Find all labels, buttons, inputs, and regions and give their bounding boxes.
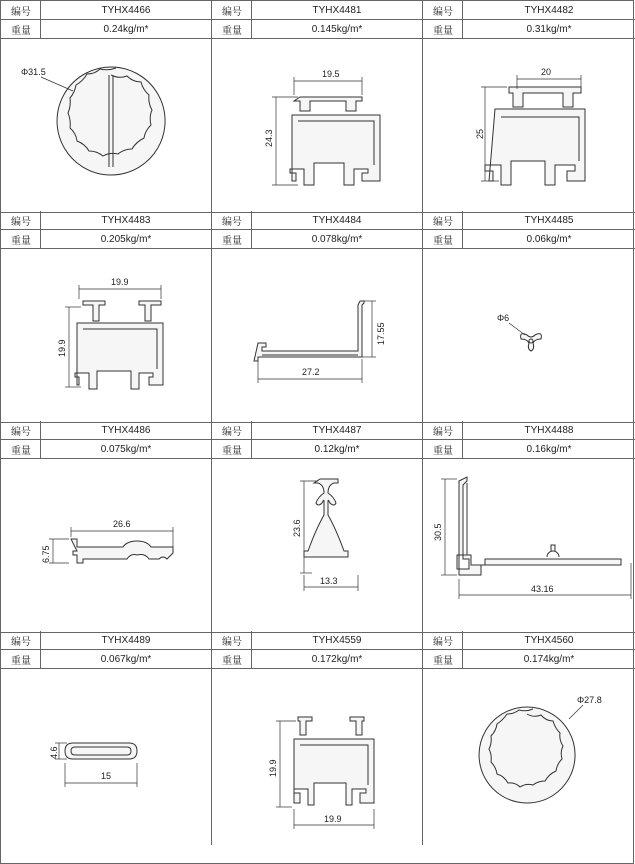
- l-track-profile-drawing: [423, 459, 635, 632]
- profile-outline: [457, 477, 621, 575]
- profile-drawing: [423, 39, 635, 213]
- code-label: 编号: [423, 1, 463, 19]
- angle-profile-drawing: [212, 249, 423, 422]
- weight-label: 重量: [1, 440, 41, 458]
- code-row: [1, 631, 211, 650]
- profile-drawing: [1, 669, 211, 845]
- weight-value: 0.145kg/m*: [311, 23, 363, 35]
- code-label: 编号: [212, 211, 252, 229]
- dim-width: 43.16: [531, 584, 554, 594]
- code-value: TYHX4481: [312, 4, 362, 16]
- code-label: 编号: [212, 1, 252, 19]
- profile-card-TYHX4489: [1, 631, 212, 845]
- code-value: TYHX4486: [101, 424, 151, 436]
- weight-value: 0.174kg/m*: [523, 653, 575, 665]
- profile-outline: [479, 707, 575, 803]
- weight-label: 重量: [212, 230, 252, 248]
- code-label: 编号: [423, 421, 463, 439]
- weight-label: 重量: [423, 650, 463, 668]
- dim-height: 4.6: [49, 746, 59, 759]
- weight-row: [423, 20, 635, 39]
- profile-outline: [75, 301, 163, 389]
- weight-row: [212, 20, 422, 39]
- weight-row: [1, 20, 211, 39]
- profile-outline: [304, 479, 348, 557]
- dim-diameter: Φ27.8: [577, 695, 602, 705]
- code-value: TYHX4488: [524, 424, 574, 436]
- weight-value: 0.06kg/m*: [526, 233, 572, 245]
- weight-value: 0.067kg/m*: [100, 653, 152, 665]
- profile-card-TYHX4483: [1, 211, 212, 423]
- round-tube-drawing: [1, 39, 212, 212]
- profile-drawing: [1, 249, 211, 423]
- profile-drawing: [423, 249, 635, 423]
- profile-outline: [294, 717, 374, 805]
- profile-card-TYHX4487: [212, 421, 423, 633]
- code-row: [212, 421, 422, 440]
- weight-label: 重量: [212, 650, 252, 668]
- code-value: TYHX4466: [101, 4, 151, 16]
- profile-drawing: [1, 39, 211, 213]
- weight-row: [1, 230, 211, 249]
- weight-row: [423, 650, 635, 669]
- profile-outline: [57, 67, 165, 175]
- weight-label: 重量: [423, 20, 463, 38]
- dim-diameter: Φ31.5: [21, 67, 46, 77]
- code-value: TYHX4484: [312, 214, 362, 226]
- code-value: TYHX4560: [524, 634, 574, 646]
- profile-card-TYHX4481: [212, 1, 423, 213]
- profile-outline: [485, 87, 585, 185]
- code-label: 编号: [212, 631, 252, 649]
- code-value: TYHX4559: [312, 634, 362, 646]
- code-row: [1, 421, 211, 440]
- weight-value: 0.16kg/m*: [526, 443, 572, 455]
- code-label: 编号: [1, 1, 41, 19]
- profile-drawing: [423, 459, 635, 633]
- profile-outline: [254, 301, 364, 361]
- oval-tube-drawing: [1, 669, 212, 845]
- code-row: [1, 211, 211, 230]
- weight-label: 重量: [212, 20, 252, 38]
- code-row: [212, 211, 422, 230]
- dim-width: 15: [101, 771, 112, 781]
- channel-profile-drawing: [1, 249, 212, 422]
- profile-outline: [71, 539, 173, 563]
- weight-row: [212, 440, 422, 459]
- weight-value: 0.075kg/m*: [100, 443, 152, 455]
- y-profile-drawing: [212, 459, 423, 632]
- dim-width: 19.9: [111, 277, 129, 287]
- dim-width: 19.9: [324, 814, 342, 824]
- channel-profile-drawing: [212, 669, 423, 845]
- dim-width: 13.3: [320, 576, 338, 586]
- dim-width: 26.6: [113, 519, 131, 529]
- dim-height: 19.9: [57, 339, 67, 357]
- code-value: TYHX4489: [101, 634, 151, 646]
- flat-profile-drawing: [1, 459, 212, 632]
- weight-row: [423, 230, 635, 249]
- dim-height: 6.75: [41, 545, 51, 563]
- code-label: 编号: [423, 211, 463, 229]
- weight-label: 重量: [423, 230, 463, 248]
- weight-value: 0.205kg/m*: [100, 233, 152, 245]
- profile-card-TYHX4482: [423, 1, 635, 213]
- weight-label: 重量: [1, 230, 41, 248]
- code-row: [1, 1, 211, 20]
- small-trefoil-drawing: [423, 249, 635, 422]
- code-value: TYHX4482: [524, 4, 574, 16]
- weight-value: 0.078kg/m*: [311, 233, 363, 245]
- dim-height: 25: [475, 128, 485, 139]
- profile-card-TYHX4559: [212, 631, 423, 845]
- dim-diameter: Φ6: [497, 313, 510, 323]
- dim-height: 23.6: [292, 519, 302, 537]
- dim-width: 19.5: [322, 69, 340, 79]
- code-label: 编号: [1, 211, 41, 229]
- dim-width: 27.2: [302, 367, 320, 377]
- weight-row: [212, 650, 422, 669]
- profile-card-TYHX4486: [1, 421, 212, 633]
- code-value: TYHX4487: [312, 424, 362, 436]
- code-row: [212, 1, 422, 20]
- weight-label: 重量: [1, 650, 41, 668]
- profile-drawing: [423, 669, 635, 845]
- profile-drawing: [212, 39, 422, 213]
- code-label: 编号: [1, 631, 41, 649]
- code-value: TYHX4483: [101, 214, 151, 226]
- code-value: TYHX4485: [524, 214, 574, 226]
- profile-outline: [521, 334, 542, 351]
- channel-profile-drawing: [423, 39, 635, 212]
- dim-height: 19.9: [268, 759, 278, 777]
- weight-row: [423, 440, 635, 459]
- channel-profile-drawing: [212, 39, 423, 212]
- weight-value: 0.172kg/m*: [311, 653, 363, 665]
- code-label: 编号: [423, 631, 463, 649]
- profile-outline: [290, 97, 380, 185]
- code-label: 编号: [1, 421, 41, 439]
- profile-card-TYHX4488: [423, 421, 635, 633]
- weight-row: [1, 440, 211, 459]
- code-row: [423, 211, 635, 230]
- code-row: [423, 1, 635, 20]
- dim-height: 30.5: [433, 523, 443, 541]
- weight-row: [1, 650, 211, 669]
- weight-label: 重量: [423, 440, 463, 458]
- weight-row: [212, 230, 422, 249]
- weight-label: 重量: [212, 440, 252, 458]
- weight-value: 0.31kg/m*: [526, 23, 572, 35]
- dim-height: 17.55: [376, 322, 386, 345]
- weight-label: 重量: [1, 20, 41, 38]
- code-row: [212, 631, 422, 650]
- code-row: [423, 631, 635, 650]
- profile-card-TYHX4560: [423, 631, 635, 845]
- profile-drawing: [212, 669, 422, 845]
- profile-outline: [65, 743, 137, 759]
- profile-drawing: [212, 249, 422, 423]
- profile-card-TYHX4466: [1, 1, 212, 213]
- profile-drawing: [212, 459, 422, 633]
- weight-value: 0.12kg/m*: [314, 443, 360, 455]
- profile-card-TYHX4485: [423, 211, 635, 423]
- profile-card-TYHX4484: [212, 211, 423, 423]
- weight-value: 0.24kg/m*: [103, 23, 149, 35]
- dim-height: 24.3: [264, 129, 274, 147]
- dim-width: 20: [541, 67, 552, 77]
- profile-drawing: [1, 459, 211, 633]
- code-row: [423, 421, 635, 440]
- code-label: 编号: [212, 421, 252, 439]
- round-tube-drawing: [423, 669, 635, 845]
